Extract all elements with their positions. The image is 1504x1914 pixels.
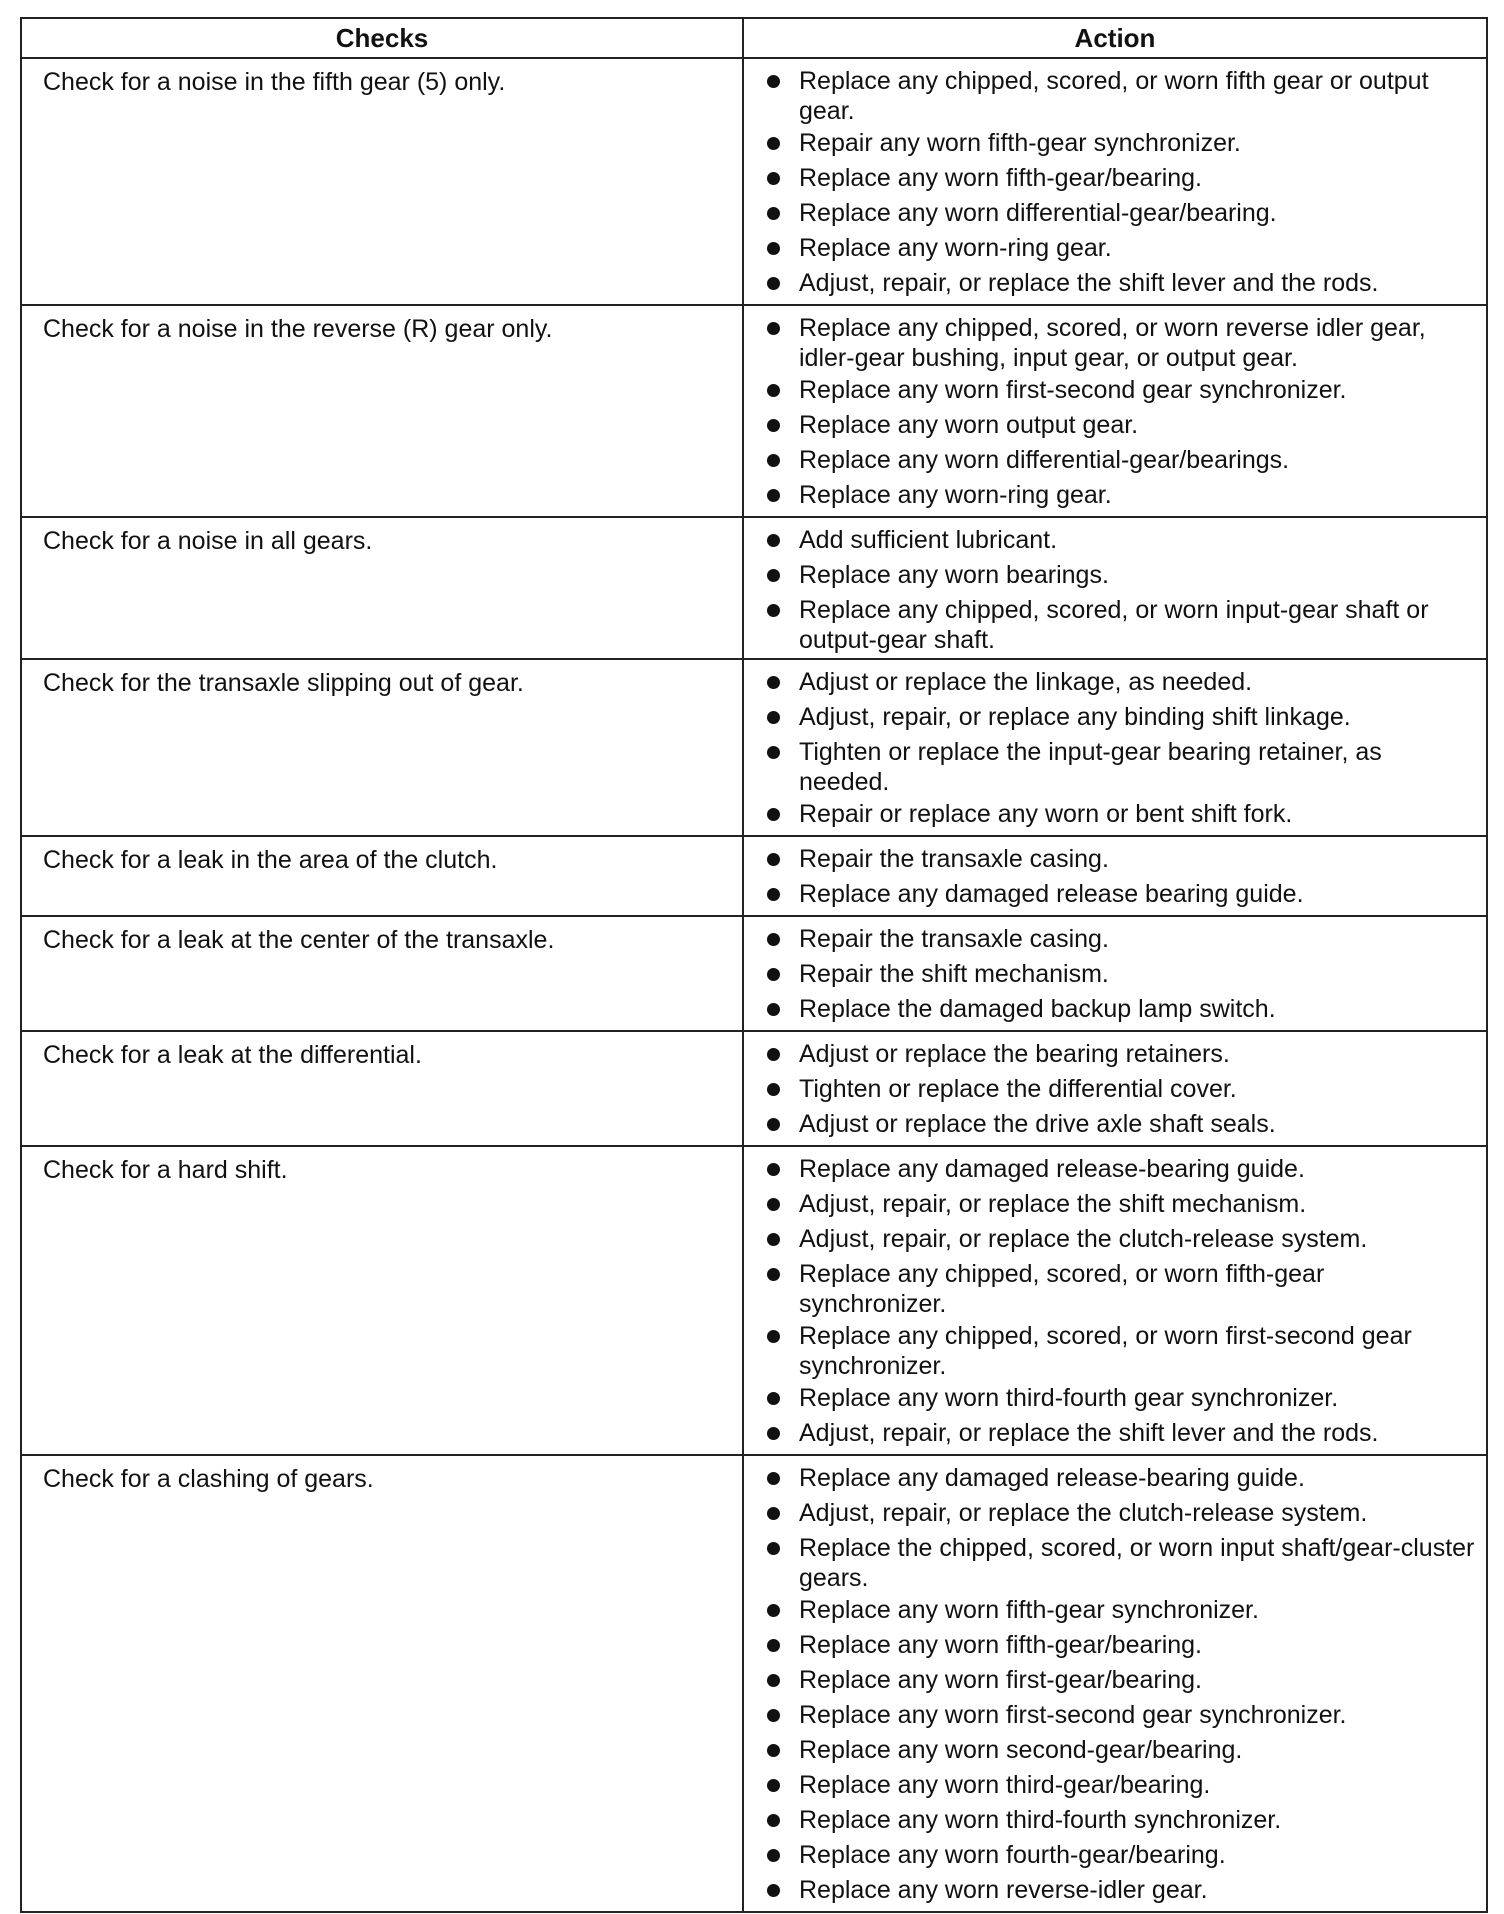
action-text: Replace the chipped, scored, or worn input shaft/gear-cluster gears. <box>799 1534 1475 1592</box>
action-text: Replace any worn fourth-gear/bearing. <box>799 1841 1226 1869</box>
check-cell: Check for a leak at the center of the transaxle. <box>21 916 743 1031</box>
check-cell: Check for a noise in all gears. <box>21 517 743 659</box>
bullet-icon <box>767 1472 780 1485</box>
action-item <box>744 523 1476 558</box>
bullet-icon <box>767 888 780 901</box>
action-list <box>744 1461 1476 1908</box>
action-text: Replace any damaged release-bearing guide. <box>799 1155 1305 1183</box>
action-text: Adjust, repair, or replace the clutch-release system. <box>799 1499 1368 1527</box>
bullet-icon <box>767 711 780 724</box>
check-cell: Check for the transaxle slipping out of gear. <box>21 659 743 836</box>
bullet-icon <box>767 384 780 397</box>
bullet-icon <box>767 1639 780 1652</box>
bullet-icon <box>767 1849 780 1862</box>
action-list <box>744 665 1476 832</box>
bullet-icon <box>767 853 780 866</box>
action-text: Replace any chipped, scored, or worn input-gear shaft or output-gear shaft. <box>799 596 1429 654</box>
bullet-icon <box>767 1814 780 1827</box>
bullet-icon <box>767 1163 780 1176</box>
bullet-icon <box>767 489 780 502</box>
action-item <box>744 126 1476 161</box>
bullet-icon <box>767 419 780 432</box>
action-text: Replace any worn differential-gear/bearings. <box>799 446 1290 474</box>
action-item <box>744 373 1476 408</box>
action-item <box>744 1107 1476 1142</box>
action-item <box>744 231 1476 266</box>
action-text: Replace any worn output gear. <box>799 411 1139 439</box>
action-text: Replace any worn-ring gear. <box>799 481 1112 509</box>
action-text: Repair the transaxle casing. <box>799 925 1109 953</box>
table-row <box>21 1455 1487 1912</box>
action-text: Adjust, repair, or replace the shift lever and the rods. <box>799 269 1379 297</box>
action-item <box>744 992 1476 1027</box>
action-item <box>744 1257 1476 1319</box>
troubleshooting-table-container <box>20 17 1486 1913</box>
action-item <box>744 408 1476 443</box>
action-item <box>744 1222 1476 1257</box>
bullet-icon <box>767 1392 780 1405</box>
bullet-icon <box>767 1083 780 1096</box>
action-list <box>744 1152 1476 1451</box>
action-text: Adjust, repair, or replace the clutch-release system. <box>799 1225 1368 1253</box>
bullet-icon <box>767 746 780 759</box>
bullet-icon <box>767 933 780 946</box>
action-text: Replace any worn fifth-gear/bearing. <box>799 164 1203 192</box>
action-text: Replace any worn first-second gear synchronizer. <box>799 376 1347 404</box>
action-text: Replace any worn-ring gear. <box>799 234 1112 262</box>
bullet-icon <box>767 1233 780 1246</box>
bullet-icon <box>767 1003 780 1016</box>
action-text: Replace any worn first-second gear synchronizer. <box>799 1701 1347 1729</box>
action-text: Adjust, repair, or replace the shift lever and the rods. <box>799 1419 1379 1447</box>
action-item <box>744 1698 1476 1733</box>
bullet-icon <box>767 1604 780 1617</box>
action-item <box>744 1628 1476 1663</box>
action-text: Replace the damaged backup lamp switch. <box>799 995 1276 1023</box>
action-item <box>744 478 1476 513</box>
action-item <box>744 700 1476 735</box>
action-item <box>744 1319 1476 1381</box>
table-row <box>21 836 1487 916</box>
bullet-icon <box>767 1709 780 1722</box>
action-list <box>744 922 1476 1027</box>
check-cell: Check for a hard shift. <box>21 1146 743 1455</box>
action-cell <box>743 58 1487 305</box>
action-text: Add sufficient lubricant. <box>799 526 1058 554</box>
bullet-icon <box>767 1884 780 1897</box>
bullet-icon <box>767 1779 780 1792</box>
table-row <box>21 659 1487 836</box>
action-cell <box>743 305 1487 517</box>
bullet-icon <box>767 1542 780 1555</box>
table-header-row <box>21 18 1487 58</box>
action-item <box>744 1416 1476 1451</box>
action-text: Repair any worn fifth-gear synchronizer. <box>799 129 1241 157</box>
column-header-checks: Checks <box>21 18 743 58</box>
action-cell <box>743 1455 1487 1912</box>
action-text: Repair the transaxle casing. <box>799 845 1109 873</box>
action-text: Adjust, repair, or replace any binding shift linkage. <box>799 703 1351 731</box>
action-cell <box>743 1031 1487 1146</box>
action-item <box>744 64 1476 126</box>
action-text: Adjust, repair, or replace the shift mechanism. <box>799 1190 1307 1218</box>
action-item <box>744 665 1476 700</box>
action-item <box>744 877 1476 912</box>
action-item <box>744 1187 1476 1222</box>
action-text: Replace any worn third-gear/bearing. <box>799 1771 1211 1799</box>
action-item <box>744 842 1476 877</box>
action-text: Replace any chipped, scored, or worn fifth gear or output gear. <box>799 67 1429 125</box>
bullet-icon <box>767 454 780 467</box>
action-text: Repair the shift mechanism. <box>799 960 1109 988</box>
action-item <box>744 161 1476 196</box>
action-item <box>744 1663 1476 1698</box>
action-text: Tighten or replace the input-gear bearing retainer, as needed. <box>799 738 1382 796</box>
action-item <box>744 1381 1476 1416</box>
action-text: Replace any chipped, scored, or worn fifth-gear synchronizer. <box>799 1260 1325 1318</box>
action-list <box>744 311 1476 513</box>
action-text: Replace any worn fifth-gear/bearing. <box>799 1631 1203 1659</box>
table-row <box>21 58 1487 305</box>
check-cell: Check for a leak at the differential. <box>21 1031 743 1146</box>
action-item <box>744 1037 1476 1072</box>
bullet-icon <box>767 75 780 88</box>
bullet-icon <box>767 137 780 150</box>
table-row <box>21 305 1487 517</box>
action-list <box>744 842 1476 912</box>
action-item <box>744 922 1476 957</box>
action-item <box>744 558 1476 593</box>
action-item <box>744 1733 1476 1768</box>
action-text: Replace any worn third-fourth synchronizer. <box>799 1806 1282 1834</box>
check-cell: Check for a noise in the reverse (R) gear only. <box>21 305 743 517</box>
bullet-icon <box>767 1507 780 1520</box>
bullet-icon <box>767 1674 780 1687</box>
table-row <box>21 916 1487 1031</box>
action-cell <box>743 517 1487 659</box>
table-body <box>21 58 1487 1912</box>
bullet-icon <box>767 1744 780 1757</box>
action-item <box>744 1531 1476 1593</box>
bullet-icon <box>767 569 780 582</box>
action-item <box>744 1593 1476 1628</box>
action-list <box>744 64 1476 301</box>
action-item <box>744 196 1476 231</box>
action-cell <box>743 659 1487 836</box>
action-item <box>744 593 1476 655</box>
action-item <box>744 1803 1476 1838</box>
bullet-icon <box>767 277 780 290</box>
action-item <box>744 735 1476 797</box>
bullet-icon <box>767 1048 780 1061</box>
table-row <box>21 517 1487 659</box>
bullet-icon <box>767 676 780 689</box>
action-item <box>744 1152 1476 1187</box>
action-cell <box>743 836 1487 916</box>
action-item <box>744 957 1476 992</box>
action-item <box>744 266 1476 301</box>
action-text: Replace any damaged release bearing guide. <box>799 880 1304 908</box>
action-item <box>744 1496 1476 1531</box>
action-text: Replace any worn bearings. <box>799 561 1109 589</box>
bullet-icon <box>767 604 780 617</box>
column-header-action: Action <box>743 18 1487 58</box>
action-text: Repair or replace any worn or bent shift fork. <box>799 800 1293 828</box>
bullet-icon <box>767 172 780 185</box>
bullet-icon <box>767 242 780 255</box>
action-item <box>744 1072 1476 1107</box>
bullet-icon <box>767 534 780 547</box>
table-row <box>21 1031 1487 1146</box>
action-text: Replace any damaged release-bearing guide. <box>799 1464 1305 1492</box>
action-text: Adjust or replace the drive axle shaft seals. <box>799 1110 1276 1138</box>
bullet-icon <box>767 808 780 821</box>
action-text: Replace any worn fifth-gear synchronizer. <box>799 1596 1259 1624</box>
action-text: Replace any worn reverse-idler gear. <box>799 1876 1208 1904</box>
troubleshooting-table <box>20 17 1488 1913</box>
action-list <box>744 523 1476 655</box>
action-text: Replace any worn differential-gear/bearing. <box>799 199 1277 227</box>
action-text: Adjust or replace the linkage, as needed. <box>799 668 1253 696</box>
check-cell: Check for a clashing of gears. <box>21 1455 743 1912</box>
action-item <box>744 1461 1476 1496</box>
action-text: Replace any worn first-gear/bearing. <box>799 1666 1202 1694</box>
action-item <box>744 1838 1476 1873</box>
check-cell: Check for a noise in the fifth gear (5) only. <box>21 58 743 305</box>
action-item <box>744 1873 1476 1908</box>
action-cell <box>743 916 1487 1031</box>
check-cell: Check for a leak in the area of the clutch. <box>21 836 743 916</box>
action-item <box>744 1768 1476 1803</box>
bullet-icon <box>767 322 780 335</box>
action-text: Replace any worn third-fourth gear synchronizer. <box>799 1384 1339 1412</box>
bullet-icon <box>767 1118 780 1131</box>
action-list <box>744 1037 1476 1142</box>
bullet-icon <box>767 207 780 220</box>
action-item <box>744 797 1476 832</box>
action-text: Replace any chipped, scored, or worn first-second gear synchronizer. <box>799 1322 1412 1380</box>
bullet-icon <box>767 968 780 981</box>
bullet-icon <box>767 1427 780 1440</box>
bullet-icon <box>767 1268 780 1281</box>
action-text: Adjust or replace the bearing retainers. <box>799 1040 1230 1068</box>
action-cell <box>743 1146 1487 1455</box>
table-row <box>21 1146 1487 1455</box>
action-text: Replace any worn second-gear/bearing. <box>799 1736 1243 1764</box>
action-text: Replace any chipped, scored, or worn reverse idler gear, idler-gear bushing, input gear, or output gear. <box>799 314 1426 372</box>
action-item <box>744 443 1476 478</box>
action-item <box>744 311 1476 373</box>
bullet-icon <box>767 1198 780 1211</box>
action-text: Tighten or replace the differential cover. <box>799 1075 1237 1103</box>
bullet-icon <box>767 1330 780 1343</box>
